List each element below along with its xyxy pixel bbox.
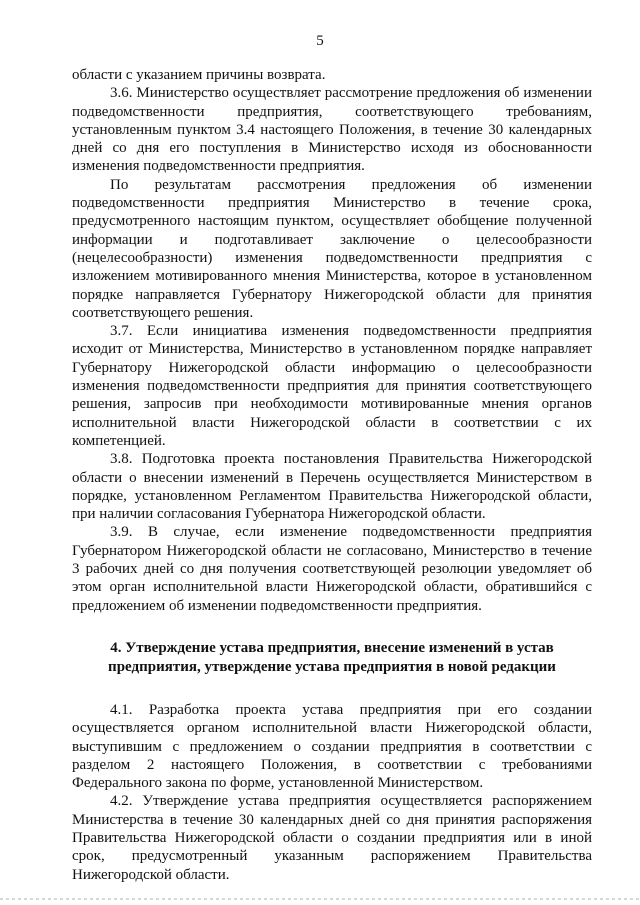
page-number: 5 bbox=[316, 33, 324, 49]
paragraph-4-1: 4.1. Разработка проекта устава предприятия при его создании осуществляется органом исполнительной власти Нижегородской области, выступившим с предложением о создании предприятия в соответствии с разделом 2 настоящего Положения, в соответствии с требованиями Федерального закона по форме, установленной Министерством. bbox=[72, 701, 592, 792]
paragraph-3-6-results: По результатам рассмотрения предложения об изменении подведомственности предприятия Министерство в течение срока, предусмотренного настоящим пунктом, осуществляет обобщение полученной информации и подготавливает заключение о целесообразности (нецелесообразности) изменения подведомственности предприятия с изложением мотивированного мнения Министерства, которое в установленном порядке направляется Губернатору Нижегородской области для принятия соответствующего решения. bbox=[72, 176, 592, 321]
paragraph-continuation: области с указанием причины возврата. bbox=[72, 67, 326, 83]
section-heading-line1: 4. Утверждение устава предприятия, внесение изменений в устав bbox=[110, 639, 554, 656]
scan-artifact-line bbox=[0, 898, 640, 900]
paragraph-3-6: 3.6. Министерство осуществляет рассмотрение предложения об изменении подведомственности предприятия, соответствующего требованиям, установленным пунктом 3.4 настоящего Положения, в течение 30 календарных дней со дня его поступления в Министерство исходя из обоснованности изменения подведомственности предприятия. bbox=[72, 85, 592, 175]
paragraph-3-8: 3.8. Подготовка проекта постановления Правительства Нижегородской области о внесении изменений в Перечень осуществляется Министерством в порядке, установленном Регламентом Правительства Нижегородской области, при наличии согласования Губернатора Нижегородской области. bbox=[72, 451, 592, 523]
section-heading-line2: предприятия, утверждение устава предприятия в новой редакции bbox=[108, 658, 556, 675]
section-heading bbox=[72, 639, 592, 677]
paragraph-3-7: 3.7. Если инициатива изменения подведомственности предприятия исходит от Министерства, Министерство в установленном порядке направляет Губернатору Нижегородской области информацию о целесообразности изменения подведомственности предприятия для принятия соответствующего решения, запросив при необходимости мотивированные мнения органов исполнительной власти Нижегородской области в соответствии с их компетенцией. bbox=[72, 323, 592, 449]
document-body bbox=[72, 66, 592, 884]
paragraph-3-9: 3.9. В случае, если изменение подведомственности предприятия Губернатором Нижегородской области не согласовано, Министерство в течение 3 рабочих дней со дня получения соответствующей резолюции уведомляет об этом орган исполнительной власти Нижегородской области, обратившийся с предложением об изменении подведомственности предприятия. bbox=[72, 524, 592, 614]
paragraph-4-2: 4.2. Утверждение устава предприятия осуществляется распоряжением Министерства в течение 30 календарных дней со дня принятия распоряжения Правительства Нижегородской области о создании предприятия или в иной срок, предусмотренный указанным распоряжением Правительства Нижегородской области. bbox=[72, 793, 592, 883]
